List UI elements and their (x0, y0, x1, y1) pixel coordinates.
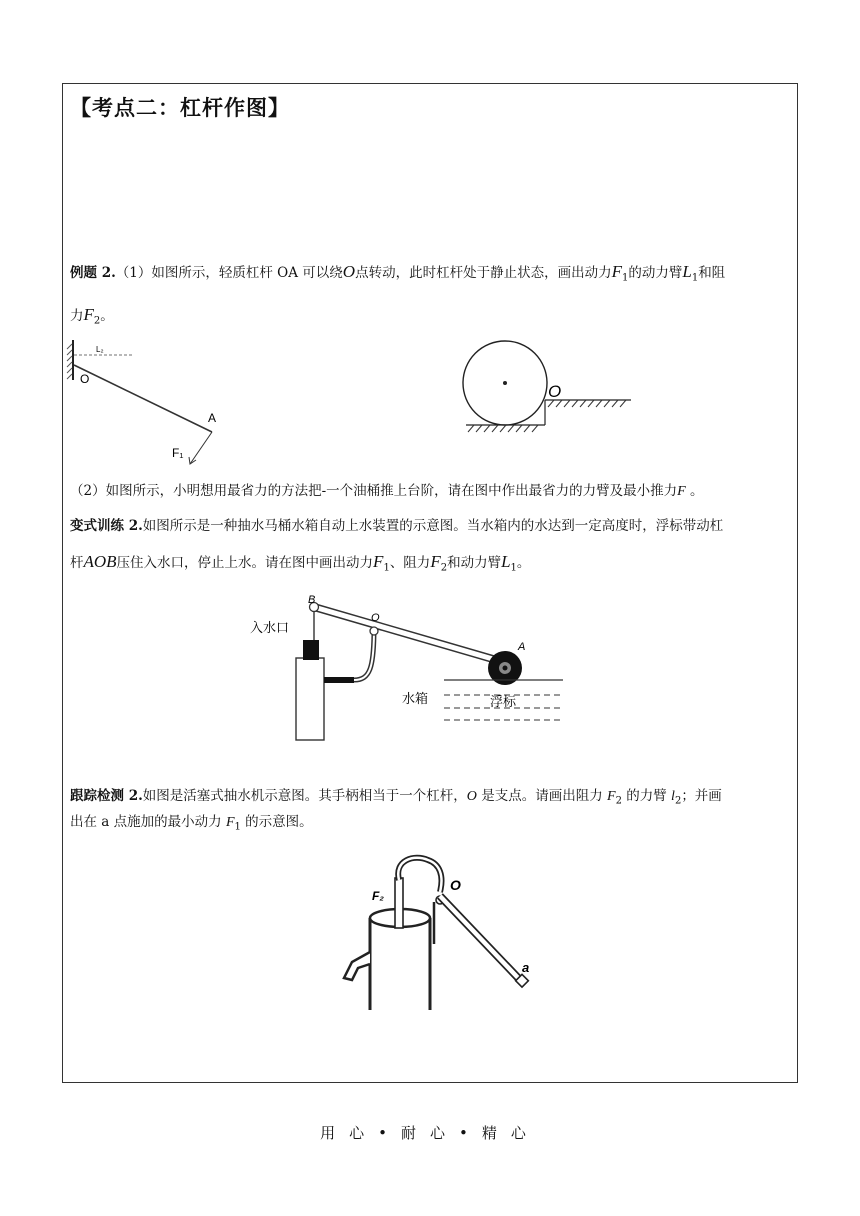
variant-label: 变式训练 2. (70, 518, 143, 534)
label-O: O (371, 612, 380, 624)
label-L2: L₂ (96, 345, 104, 354)
page-footer: 用心•耐心•精心 (320, 1124, 540, 1142)
label-O: O (450, 877, 461, 893)
piston-pump-figure (322, 852, 542, 1012)
label-float: 浮标 (490, 694, 517, 709)
toilet-tank-figure (248, 588, 568, 744)
label-B: B (308, 594, 316, 606)
example-paragraph: 例题 2.（1）如图所示，轻质杠杆 OA 可以绕O点转动，此时杠杆处于静止状态，画出动力$F_1$的动力臂$L_1$和阻 (70, 262, 726, 284)
lever-wall-figure (66, 336, 226, 468)
variant-paragraph: 变式训练 2.如图所示是一种抽水马桶水箱自动上水装置的示意图。当水箱内的水达到一定高度时，浮标带动杠 (70, 518, 724, 534)
label-F1: F₁ (172, 446, 184, 460)
label-A: A (518, 641, 526, 653)
example-part2: （2）如图所示，小明想用最省力的方法把-一个油桶推上台阶，请在图中作出最省力的力臂及最小推力F 。 (70, 483, 704, 499)
label-A: A (208, 411, 217, 425)
label-inlet: 入水口 (250, 620, 290, 635)
variant-paragraph-line2: 杆AOB压住入水口，停止上水。请在图中画出动力$F_1$、阻力$F_2$和动力臂$L_1$。 (70, 552, 531, 574)
label-tank: 水箱 (402, 691, 429, 706)
oil-drum-figure (458, 340, 638, 438)
track-paragraph-line2: 出在 a 点施加的最小动力 $F_1$ 的示意图。 (70, 814, 313, 833)
section-heading: 【考点二：杠杆作图】 (70, 96, 290, 120)
label-O: O (548, 382, 562, 401)
example-paragraph-line2: 力$F_2$。 (70, 305, 114, 327)
track-label: 跟踪检测 2. (70, 788, 143, 804)
label-F2: F₂ (372, 889, 384, 903)
track-paragraph: 跟踪检测 2.如图是活塞式抽水机示意图。其手柄相当于一个杠杆，O 是支点。请画出阻力 $F_2$ 的力臂 $l_2$；并画 (70, 788, 722, 807)
label-O: O (80, 372, 90, 386)
example-label: 例题 2. (70, 265, 116, 281)
label-a: a (522, 960, 530, 975)
